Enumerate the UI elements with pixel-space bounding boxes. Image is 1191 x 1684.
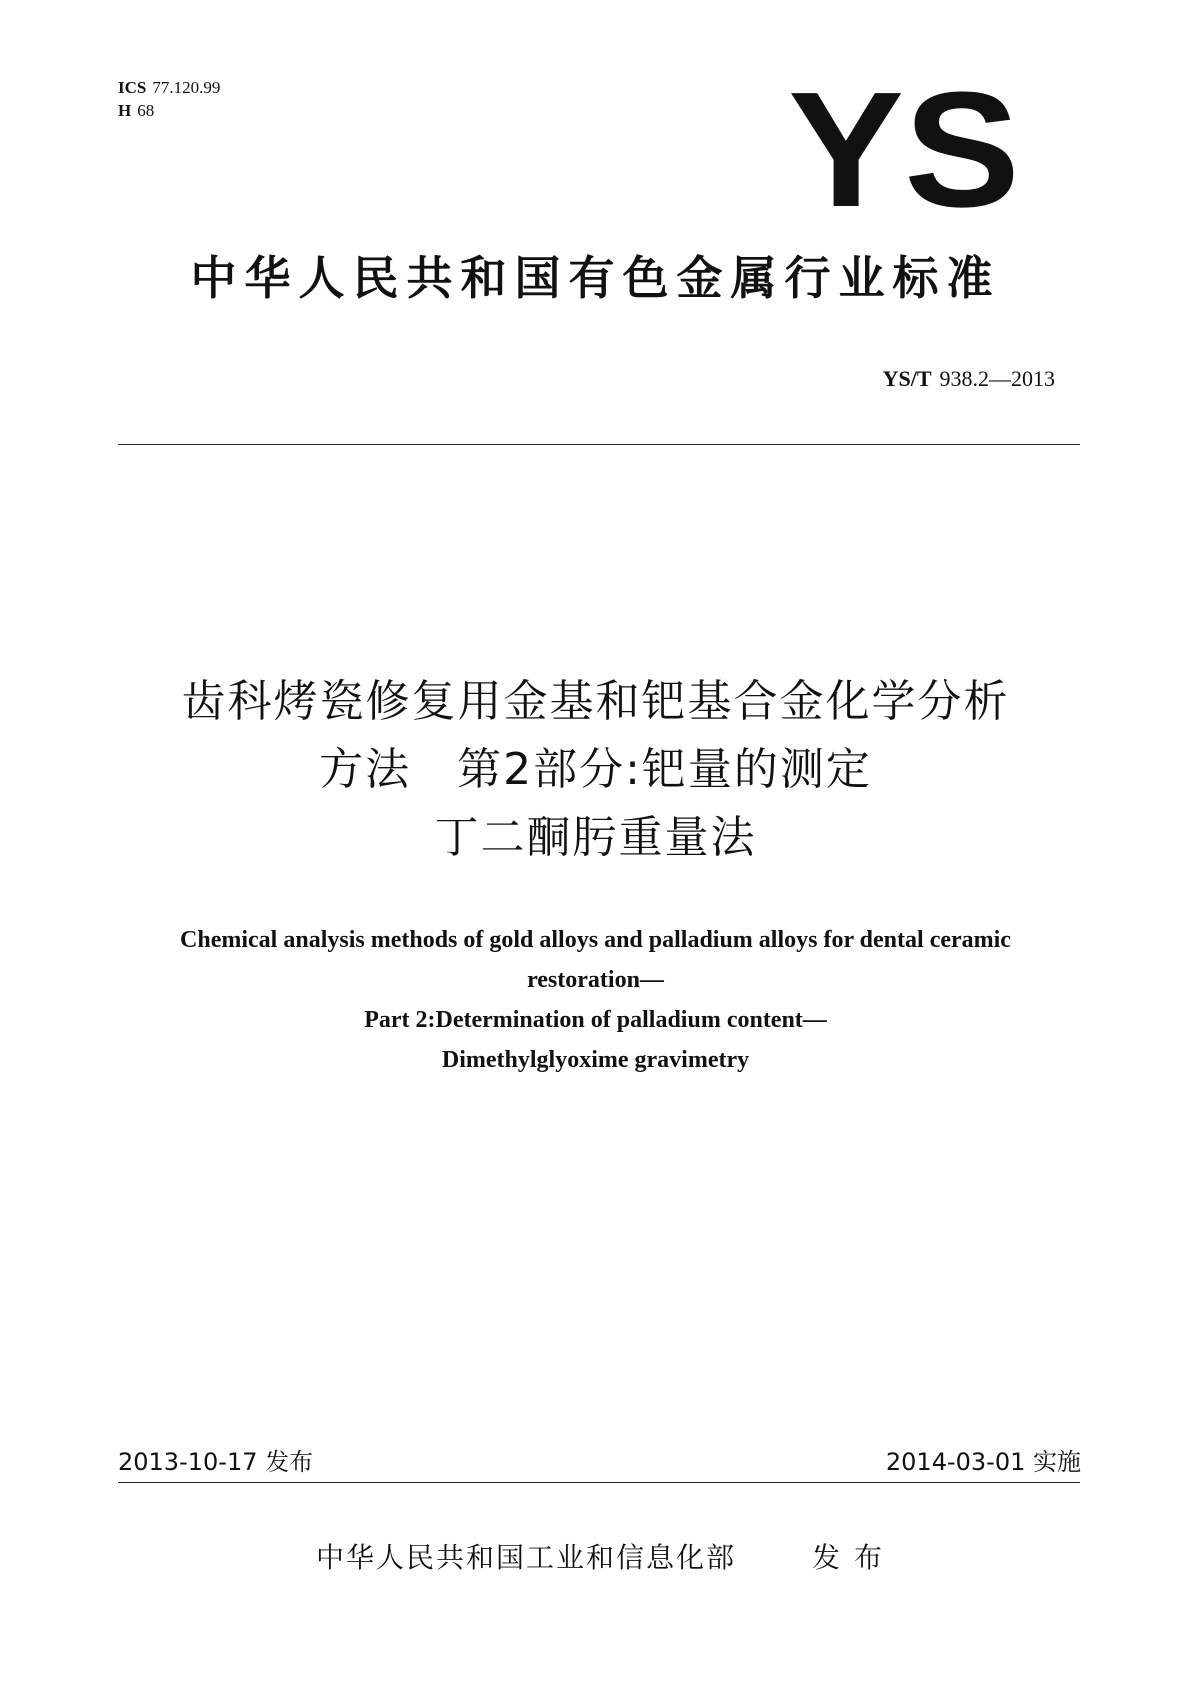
chinese-title (0, 668, 1191, 872)
english-title-line-2: restoration— (527, 967, 664, 993)
classification-codes (118, 76, 220, 122)
chinese-title-line-2: 方法 第2部分:钯量的测定 (319, 744, 872, 795)
standard-prefix: YS/T (882, 366, 932, 391)
ys-logo (786, 88, 1022, 212)
english-title-line-1: Chemical analysis methods of gold alloys and palladium alloys for dental ceramic (180, 927, 1011, 953)
standard-code: 938.2—2013 (939, 366, 1055, 391)
english-title (0, 920, 1191, 1080)
standard-number (883, 366, 1055, 392)
bottom-divider (118, 1482, 1080, 1483)
ccs-line (118, 99, 220, 122)
ccs-label: H (118, 101, 132, 120)
english-title-line-3: Part 2:Determination of palladium content— (364, 1007, 827, 1033)
issue-label: 发布 (812, 1541, 897, 1574)
chinese-title-line-1: 齿科烤瓷修复用金基和钯基合金化学分析 (181, 676, 1010, 727)
svg-text:YS: YS (788, 88, 1020, 212)
chinese-title-line-3: 丁二酮肟重量法 (434, 812, 757, 863)
top-divider (118, 444, 1080, 445)
issuing-authority: 中华人民共和国工业和信息化部 (316, 1541, 737, 1574)
organization-title: 中华人民共和国有色金属行业标准 (190, 251, 1001, 305)
ics-code: 77.120.99 (152, 78, 221, 97)
ccs-code: 68 (137, 101, 155, 120)
ics-line (118, 76, 220, 99)
issue-date: 2013-10-17 发布 (118, 1448, 314, 1476)
implementation-date: 2014-03-01 实施 (885, 1448, 1081, 1476)
ics-label: ICS (118, 78, 147, 97)
english-title-line-4: Dimethylglyoxime gravimetry (441, 1047, 750, 1073)
